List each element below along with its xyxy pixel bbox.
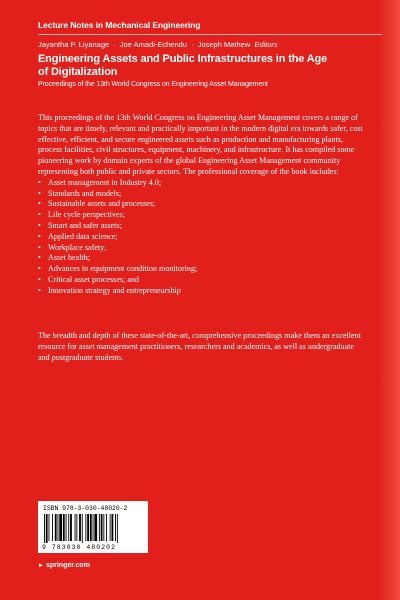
barcode-bar: [55, 514, 57, 541]
barcode-bar: [82, 514, 83, 543]
barcode-bar: [66, 514, 67, 541]
editor-name: Joseph Mathew: [197, 40, 251, 49]
topic-item: • Life cycle perspectives;: [38, 210, 364, 221]
publisher-url: springer.com: [45, 562, 90, 569]
barcode-bar: [117, 514, 118, 543]
editors-role: Editors: [254, 40, 278, 49]
isbn-text: ISBN 978-3-030-48020-2: [43, 505, 128, 512]
barcode-bar: [106, 514, 107, 541]
barcode-bar: [94, 514, 97, 541]
barcode-bar: [49, 514, 50, 541]
barcode-bar: [52, 514, 53, 541]
barcode-bar: [63, 514, 65, 541]
intro-paragraph: This proceedings of the 13th World Congress on Engineering Asset Management covers a range of topics that are timely, relevant and practically important in the modern digital era towards safer, cost effective, efficient, and secure engineered assets such as production and manufacturing plants, process facilities, civil structures, equipment, machinery, and infrastructure. It has compiled some pioneering work by domain experts of the global Engineering Asset Management community representing both public and private sectors. The professional coverage of the book includes:: [38, 113, 363, 176]
editor-separator: ·: [113, 40, 116, 49]
topic-item: • Advances in equipment condition monitoring;: [38, 264, 364, 275]
barcode-bar: [103, 514, 104, 541]
barcode-bar: [90, 514, 92, 541]
arrow-right-icon: ►: [38, 563, 44, 569]
topic-list: [38, 178, 364, 297]
barcode-bar: [85, 514, 86, 541]
barcode-bar: [58, 514, 59, 541]
barcode-bar: [93, 514, 94, 541]
topic-item: • Critical asset processes; and: [38, 275, 364, 286]
barcode-bar: [99, 514, 100, 541]
topic-item: • Workplace safety;: [38, 243, 364, 254]
barcode-bar: [79, 514, 81, 541]
topic-item: • Asset management in Industry 4.0;: [38, 178, 364, 189]
book-subtitle: Proceedings of the 13th World Congress on Engineering Asset Management: [38, 81, 268, 88]
barcode-bar: [76, 514, 77, 541]
barcode-bar: [87, 514, 89, 541]
barcode-bar: [44, 514, 45, 543]
barcode-bar: [110, 514, 111, 541]
series-title: Lecture Notes in Mechanical Engineering: [38, 20, 201, 30]
closing-paragraph: The breadth and depth of these state-of-the-art, comprehensive proceedings make them an excellent resource for asset management practitioners, researchers and academics, as well as undergraduate and postgraduate students.: [38, 331, 361, 362]
barcode-bar: [68, 514, 69, 541]
editor-name: Joe Amadi-Echendu: [119, 40, 187, 49]
barcode-bar: [115, 514, 116, 541]
description: [38, 113, 364, 297]
spine-edge: [378, 0, 400, 600]
barcode-bar: [59, 514, 62, 541]
topic-item: • Standards and models;: [38, 189, 364, 200]
topic-item: • Smart and safer assets;: [38, 221, 364, 232]
editor-separator: ·: [191, 40, 194, 49]
book-title: [38, 53, 368, 79]
barcode-icon: [42, 514, 144, 543]
topic-item: • Asset health;: [38, 253, 364, 264]
topic-item: • Sustainable assets and processes;: [38, 199, 364, 210]
book-title-line: Engineering Assets and Public Infrastructures in the Age: [38, 53, 328, 65]
barcode-bar: [101, 514, 103, 541]
barcode-bar: [70, 514, 72, 541]
barcode-number: 9 783030 480202: [42, 544, 117, 551]
editor-name: Jayantha P. Liyanage: [38, 40, 110, 49]
topic-item: • Innovation strategy and entrepreneurship: [38, 286, 364, 297]
topic-item: • Applied data science;: [38, 232, 364, 243]
editors-line: [38, 40, 278, 49]
barcode-bar: [75, 514, 76, 541]
barcode-label: [38, 501, 148, 553]
book-title-line: of Digitalization: [38, 66, 118, 78]
barcode-bar: [112, 514, 114, 541]
barcode-bar: [46, 514, 48, 543]
publisher-link[interactable]: [38, 562, 90, 569]
series-divider: [38, 34, 382, 35]
